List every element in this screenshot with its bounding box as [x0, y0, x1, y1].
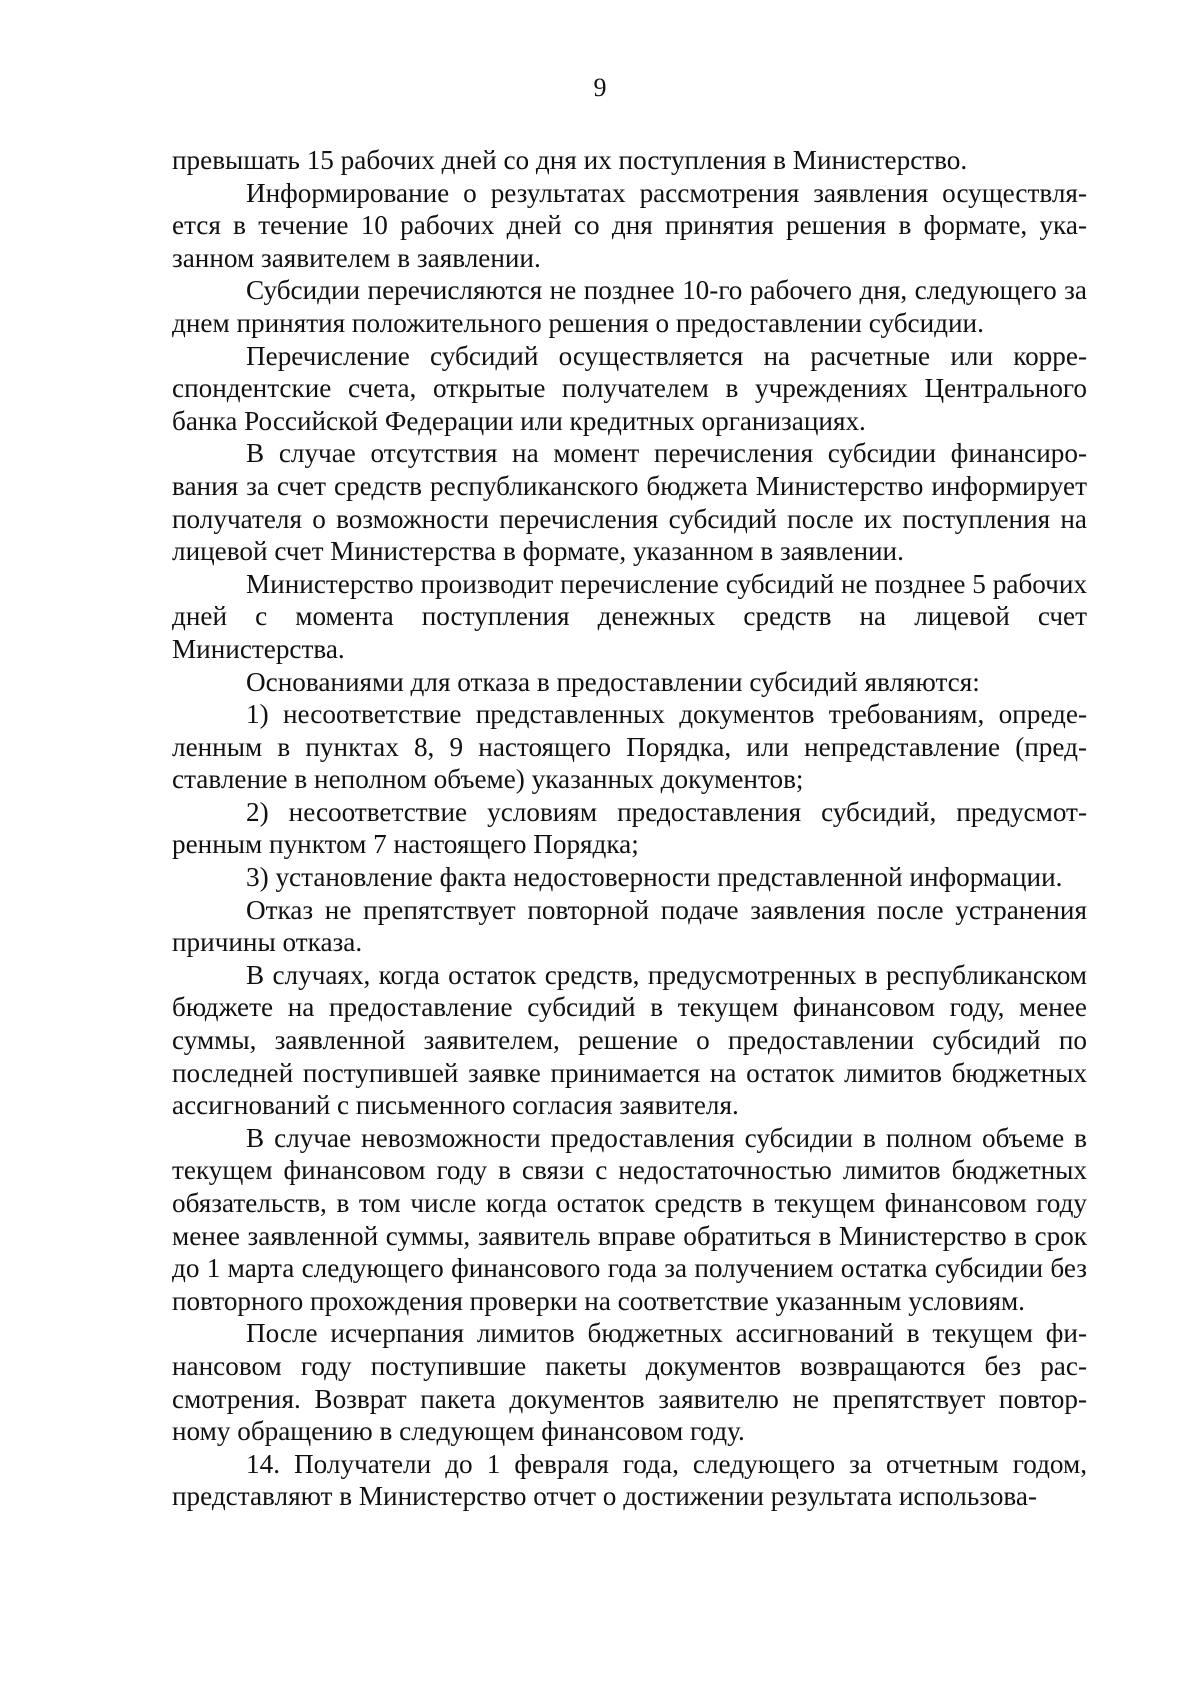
paragraph: После исчерпания лимитов бюджетных ассигнований в текущем финансовом году поступившие пакеты документов возвращаются без рассмотрения. Возврат пакета документов заявителю не препятствует повторному обращению в следующем финансовом году.	[172, 1318, 1087, 1447]
page-number: 9	[593, 73, 607, 102]
paragraph: Перечисление субсидий осуществляется на расчетные или корреспондентские счета, открытые получателем в учреждениях Центрального банка Российской Федерации или кредитных организациях.	[172, 340, 1087, 436]
paragraph: В случае отсутствия на момент перечисления субсидии финансирования за счет средств республиканского бюджета Министерство информирует получателя о возможности перечисления субсидий после их поступления на лицевой счет Министерства в формате, указанном в заявлении.	[172, 438, 1087, 567]
paragraph-section-14: 14. Получатели до 1 февраля года, следующего за отчетным годом, представляют в Министерство отчет о достижении результата использова-	[172, 1448, 1087, 1512]
paragraph: Отказ не препятствует повторной подаче заявления после устранения причины отказа.	[172, 894, 1087, 958]
document-body	[172, 144, 1087, 1513]
paragraph: Основаниями для отказа в предоставлении субсидий являются:	[246, 666, 980, 697]
paragraph: Субсидии перечисляются не позднее 10-го рабочего дня, следующего за днем принятия положительного решения о предоставлении субсидии.	[172, 275, 1087, 338]
list-item: 1) несоответствие представленных документов требованиям, определенным в пунктах 8, 9 настоящего Порядка, или непредставление (представление в неполном объеме) указанных документов;	[172, 699, 1087, 795]
paragraph-continuation: превышать 15 рабочих дней со дня их поступления в Министерство.	[172, 145, 968, 175]
list-item: 3) установление факта недостоверности представленной информации.	[246, 862, 1063, 893]
list-item: 2) несоответствие условиям предоставления субсидий, предусмотренным пунктом 7 настоящего Порядка;	[172, 796, 1087, 860]
paragraph: В случае невозможности предоставления субсидии в полном объеме в текущем финансовом году в связи с недостаточностью лимитов бюджетных обязательств, в том числе когда остаток средств в текущем финансовом году менее заявленной суммы, заявитель вправе обратиться в Министерство в срок до 1 марта следующего финансового года за получением остатка субсидии без повторного прохождения проверки на соответствие указанным условиям.	[172, 1122, 1087, 1316]
paragraph: Информирование о результатах рассмотрения заявления осуществляется в течение 10 рабочих дней со дня принятия решения в формате, указанном заявителем в заявлении.	[172, 177, 1087, 273]
paragraph: Министерство производит перечисление субсидий не позднее 5 рабочих дней с момента поступления денежных средств на лицевой счет Министерства.	[172, 568, 1087, 664]
paragraph: В случаях, когда остаток средств, предусмотренных в республиканском бюджете на предоставление субсидий в текущем финансовом году, менее суммы, заявленной заявителем, решение о предоставлении субсидий по последней поступившей заявке принимается на остаток лимитов бюджетных ассигнований с письменного согласия заявителя.	[172, 959, 1087, 1121]
